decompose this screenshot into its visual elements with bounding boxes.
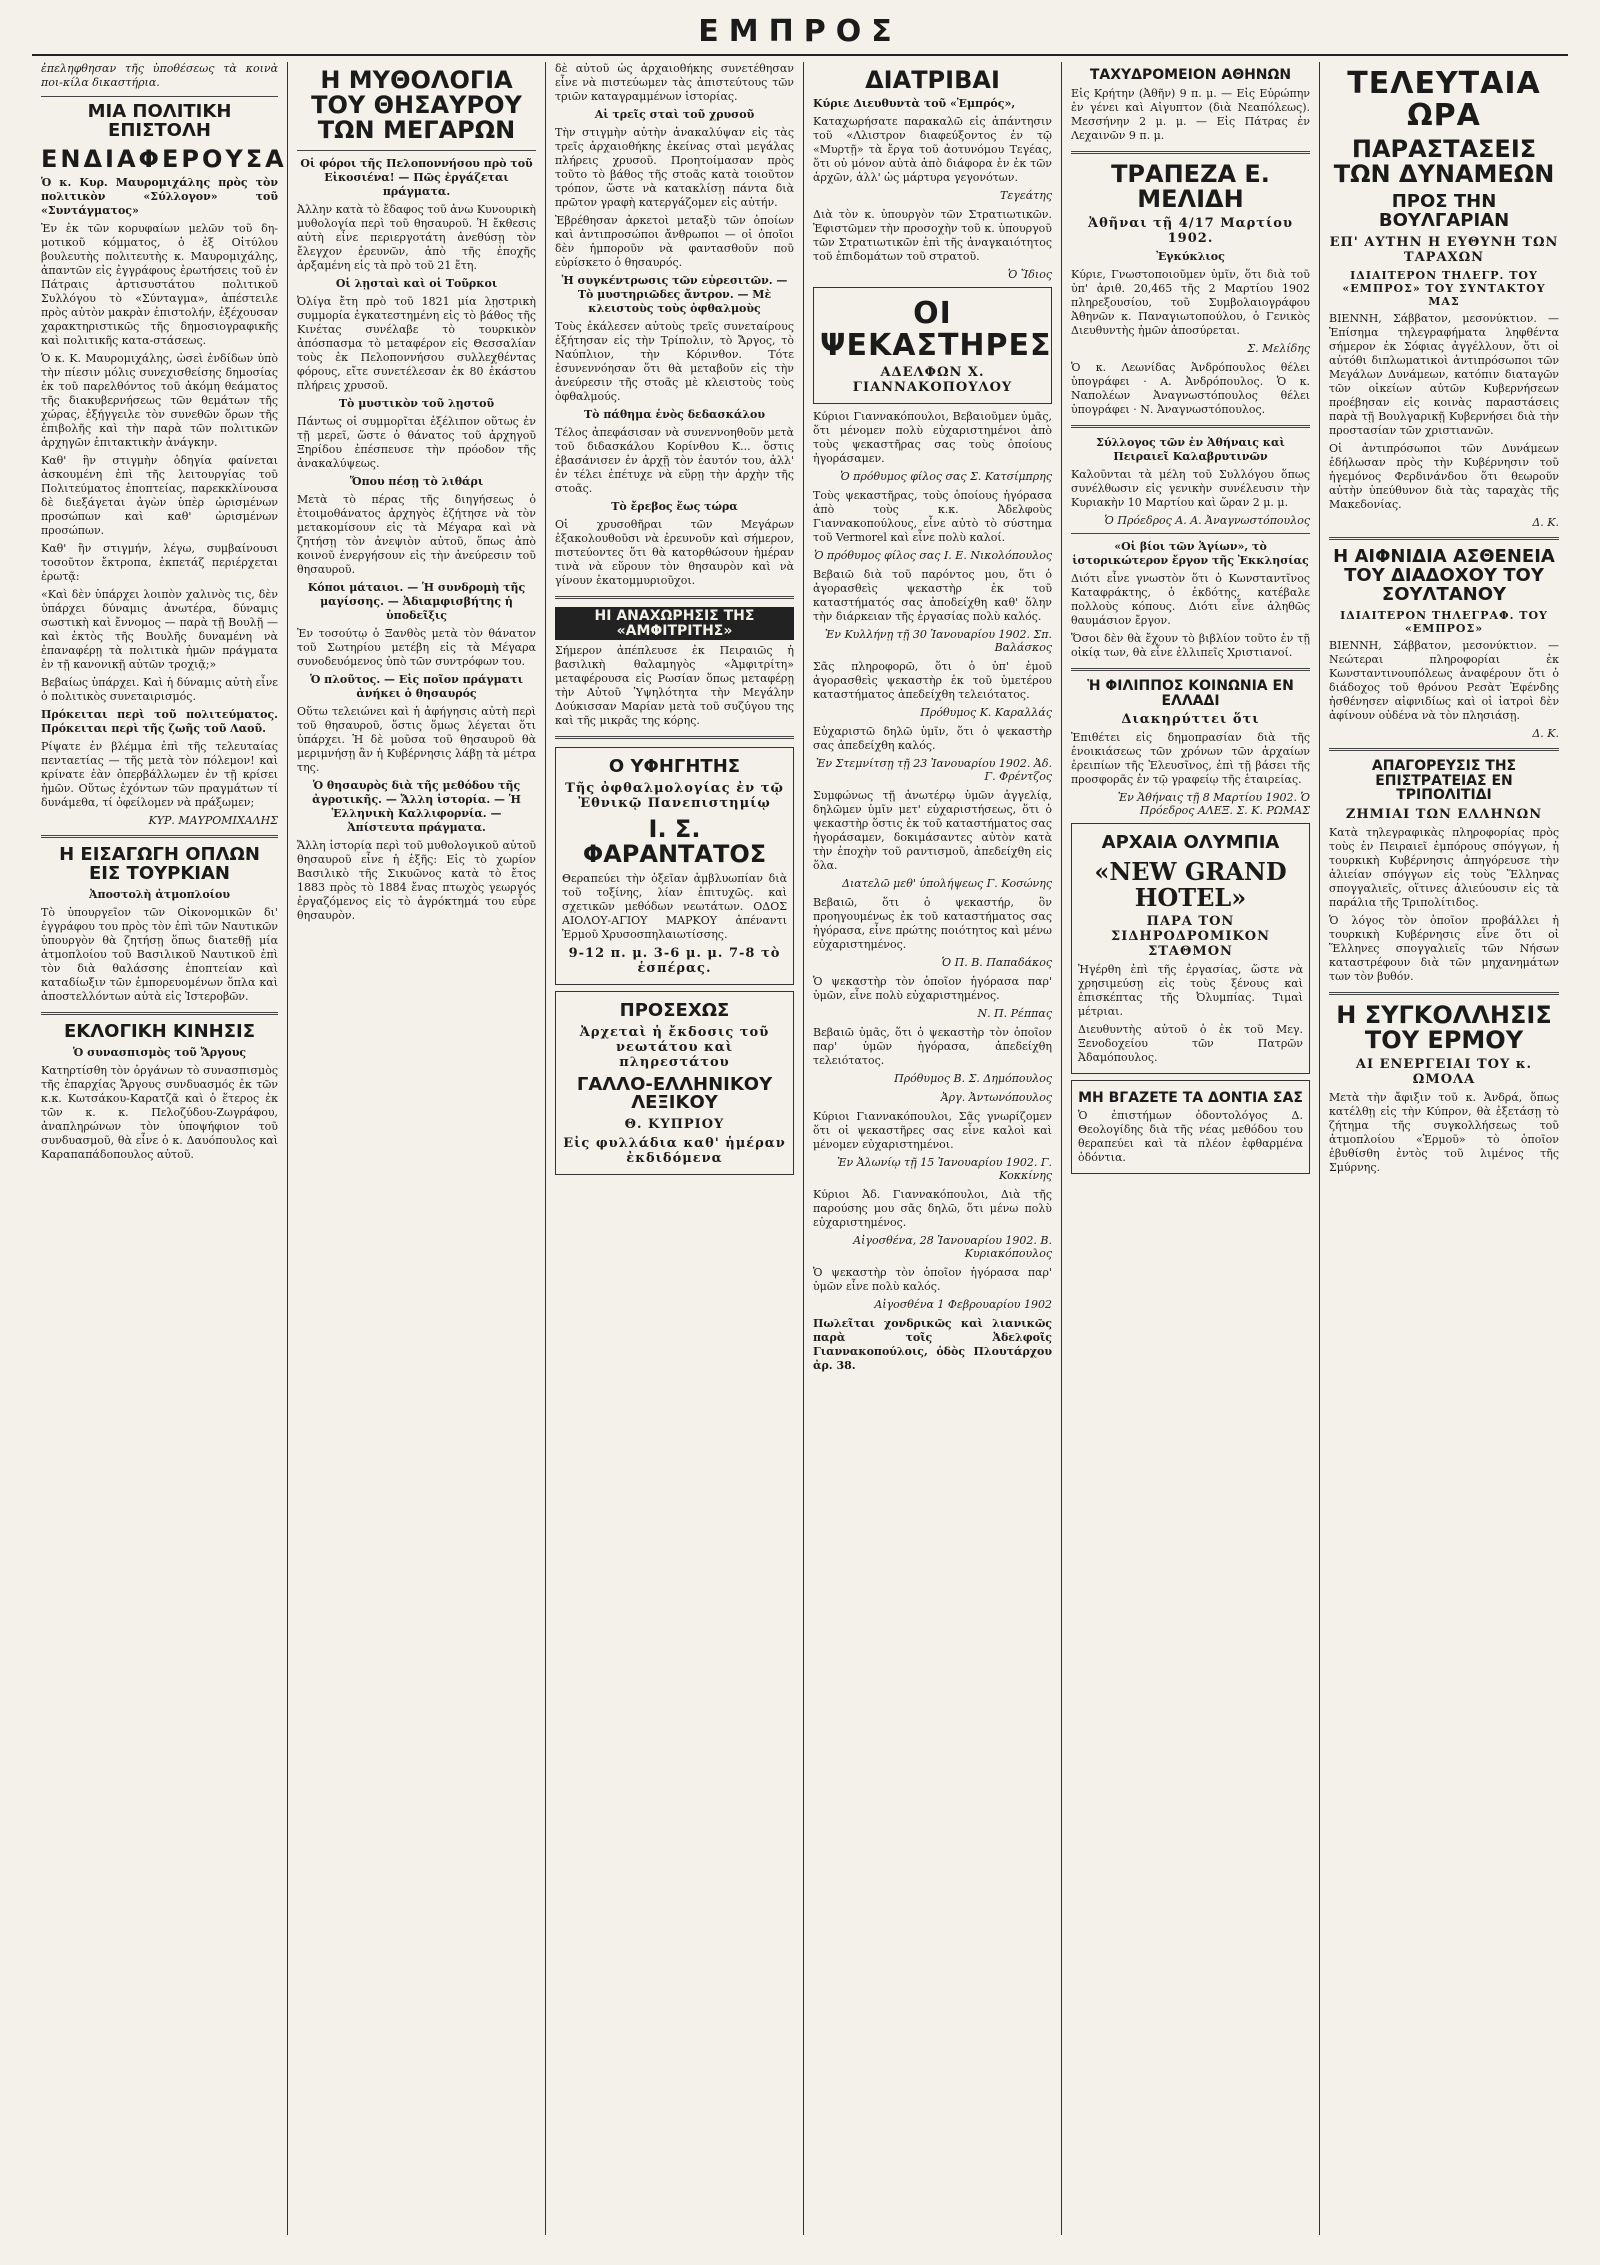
col2-lead5: Κόποι μάταιοι. — Ἡ συνδρομὴ τῆς μαγίσσης. — Ἀδιαμφισβήτης ἡ ὑποδεῖξις [307,580,526,622]
col3-text4: Τέλος ἀπεφάσισαν νὰ συνεννοηθοῦν μετὰ τοῦ διδασκάλου Κορίνθου Κ... ὅστις ἐβασάνισεν ἐν ἀρχῇ τὸν ἑαυτόν του, ἀλλ' ἐν τέλει ἐπέτυχε νὰ εὕρῃ τὴν ἀρχὴν τῆς στοᾶς. [555,426,794,495]
col1-text8: Ρίψατε ἐν βλέμμα ἐπὶ τῆς τελευταίας πενταετίας — τῆς μετὰ τὸν πόλεμον! καὶ κρίνατε ἐὰν ὀπερβάλλωμεν ἐν τῇ κρίσει ἡμῶν. Οὕτως ἐχόντων τῶν πραγμάτων τί δυνάμεθα, τί ὀφείλομεν νὰ πράξωμεν; [41,739,278,809]
col3-text-top: δὲ αὐτοῦ ὡς ἀρχαιοθήκης συνετέθησαν εἶνε νὰ πιστεύωμεν τὰς ἀπιστεύτους τῶν τριῶν καταγραμμένων ἱστορίας. [555,62,794,103]
col4-text9: Βεβαιῶ, ὅτι ὁ ψεκαστήρ, ὃν προηγουμένως ἐκ τοῦ καταστήματος σας ἠγόρασα, εἶνε πρώτης ποιότητος καὶ μένω εὐχαριστημένος. [813,896,1052,952]
col4-sign10: Ν. Π. Ρέππας [977,1007,1052,1021]
col3-ad2-text: Θεραπεύει τὴν ὀξεῖαν ἀμβλυωπίαν διὰ τοῦ τοξίνης, λίαν ἐπιτυχῶς. καὶ σχετικῶν μεθόδων νεωτάτων. ΟΔΟΣ ΑΙΟΛΟΥ-ΑΓΙΟΥ ΜΑΡΚΟΥ ἀπέναντι Ἑρμοῦ Χρυσοσπηλαιωτίσσης. [562,871,787,941]
col4-sign14: Αἰγοσθένα, 28 Ἰανουαρίου 1902. Β. Κυριακόπουλος [853,1234,1052,1261]
column-3 [546,62,804,2235]
col2-title: Η ΜΥΘΟΛΟΓΙΑ ΤΟΥ ΘΗΣΑΥΡΟΥ ΤΩΝ ΜΕΓΑΡΩΝ [311,66,522,145]
col5-sign4: Ὁ Πρόεδρος Α. Α. Ἀναγνωστόπουλος [1104,514,1310,528]
col6-text2: Οἱ ἀντιπρόσωποι τῶν Δυνάμεων ἐδήλωσαν πρὸς τὴν Κυβέρνησιν τοῦ ἡγεμόνος Φερδινάνδου ὅτι θεωροῦν αὐτὴν ὑπεύθυνον διὰ τὰς ταραχὰς τῆς Μακεδονίας. [1329,442,1559,512]
col4-text2: Διὰ τὸν κ. ὑπουργὸν τῶν Στρατιωτικῶν. Ἐφιστῶμεν τὴν προσοχὴν τοῦ κ. ὑπουργοῦ τῶν Στρατιωτικῶν ἐπὶ τῆς ἀναγκαιότητος τοῦ ἐπιδομάτων τοῦ στρατοῦ. [813,208,1052,264]
col4-text13: Κύριοι Ἀδ. Γιαννακόπουλοι, Διὰ τῆς παρούσης μου σᾶς δηλῶ, ὅτι μένω πολὺ εὐχαριστημένος. [813,1188,1052,1230]
column-5 [1062,62,1320,2235]
col4-sign12: Ἀργ. Ἀντωνόπουλος [940,1091,1052,1105]
col4-text3: Κύριοι Γιαννακόπουλοι, Βεβαιοῦμεν ὑμᾶς, ὅτι μένομεν πολὺ εὐχαριστημένοι ἀπὸ τοὺς ψεκαστῆρας σας τοὺς ὁποίους ἠγοράσαμεν. [813,410,1052,466]
col4-box-sub: ΑΔΕΛΦΩΝ Χ. ΓΙΑΝΝΑΚΟΠΟΥΛΟΥ [852,365,1013,396]
col4-sign1: Τεγεάτης [1000,189,1052,203]
col2-text6: Οὕτω τελειώνει καὶ ἡ ἀφήγησις αὐτὴ περὶ τοῦ θησαυροῦ, ὅστις ὅμως λέγεται ὅτι ὑπάρχει. Ἡ δὲ μοῦσα τοῦ θησαυροῦ θὰ μεριμνήσῃ ἂν ἡ Κυβέρνησις λάβῃ τὰ μέτρα της. [297,704,536,774]
col4-sign11: Πρόθυμος Β. Σ. Δημόπουλος [894,1072,1052,1086]
col3-ad2-box [555,747,794,984]
col1-text6: Βεβαίως ὑπάρχει. Καὶ ἡ δύναμις αὐτὴ εἶνε ὁ πολιτικὸς συνεταιρισμός. [41,675,278,703]
col3-ad3-by: Θ. ΚΥΠΡΙΟΥ [624,1117,725,1133]
col6-text7: Μετὰ τὴν ἄφιξιν τοῦ κ. Ἀνδρά, ὅπως κατέλθῃ εἰς τὴν Κύπρον, θὰ ἐξετάσῃ τὸ ζήτημα τῆς συγκολλήσεως τοῦ ἀτμοπλοίου «Ἑρμοῦ» τὸ ὁποῖον ἐβυθίσθη ἐντὸς τοῦ λιμένος τῆς Σμύρνης. [1329,1091,1559,1175]
column-2 [288,62,546,2235]
col6-sub: ΕΠ' ΑΥΤΗΝ Η ΕΥΘΥΝΗ ΤΩΝ ΤΑΡΑΧΩΝ [1329,235,1559,266]
col4-text6: Σᾶς πληροφορῶ, ὅτι ὁ ὑπ' ἐμοῦ ἀγορασθεὶς ψεκαστὴρ ἐκ τοῦ ὑμετέρου καταστήματος ἀπεδείχθη τελειότατος. [813,660,1052,702]
col4-text: Καταχωρήσατε παρακαλῶ εἰς ἀπάντησιν τοῦ «Λλιστρον διαφεύξοντος ἐν τῷ «Μυρτῇ» τὰ ἔργα τοῦ ἀοτυνόμου Τεγέας, ὅτι οὐ μόνον αὐτὰ ἀπὸ διάφορα ἐν ἐκ τῶν ἀρχῶν, ἀλλ' ὡς μάρτυρα γεγονότων. [813,115,1052,185]
col3-ad2-sub: Τῆς ὀφθαλμολογίας ἐν τῷ Ἐθνικῷ Πανεπιστημίῳ [565,781,784,812]
col2-lead6: Ὁ πλοῦτος. — Εἰς ποῖον πράγματι ἀνήκει ὁ θησαυρός [310,672,523,700]
col4-sign2: Ὁ Ἴδιος [1007,268,1052,282]
col6-sub5: ΖΗΜΙΑΙ ΤΩΝ ΕΛΛΗΝΩΝ [1345,806,1543,822]
col3-ad3-box [555,991,794,1176]
col3-ad3-title: ΠΡΟΣΕΧΩΣ [619,999,730,1021]
divider [1071,151,1310,154]
col3-ad3-foot: Εἰς φυλλάδια καθ' ἡμέραν ἐκδιδόμενα [563,1136,786,1167]
col4-sign7: Ἐν Στεμνίτσῃ τῇ 23 Ἰανουαρίου 1902. Ἀδ. Γ. Φρέντζος [815,757,1052,784]
col5-text4: Καλοῦνται τὰ μέλη τοῦ Συλλόγου ὅπως συνέλθωσιν εἰς γενικὴν συνέλευσιν τὴν Κυριακὴν 10 Μαρτίου καὶ ὥραν 2 μ. μ. [1071,468,1310,510]
col2-text3: Πάντως οἱ συμμορῖται ἐξέλιπον οὕτως ἐν τῇ μερεῖ, ὥστε ὁ θάνατος τοῦ ἀρχηγοῦ Ξηρίδου ἐπέσπευσε τὴν πρόοδον τῆς ἀνακαλύψεως. [297,414,536,470]
col4-sign4: Ὁ πρόθυμος φίλος σας Ι. Ε. Νικολόπουλος [814,549,1052,563]
col4-sign5: Ἐν Κυλλήνῃ τῇ 30 Ἰανουαρίου 1902. Σπ. Βαλάσκος [824,628,1052,655]
col5-title2: ΤΡΑΠΕΖΑ Ε. ΜΕΛΙΔΗ [1111,159,1270,213]
col1-lead: Ὁ κ. Κυρ. Μαυρομιχάλης πρὸς τὸν πολιτικὸν «Σύλλογον» τοῦ «Συντάγματος» [41,175,278,217]
col4-text11: Βεβαιῶ ὑμᾶς, ὅτι ὁ ψεκαστὴρ τὸν ὁποῖον παρ' ὑμῶν ἠγόρασα, ἀπεδείχθη τελειότατος. [813,1026,1052,1068]
column-1 [32,62,288,2235]
masthead-title: ΕΜΠΡΟΣ [698,14,902,49]
col1-text2: Ὁ κ. Κ. Μαυρομιχάλης, ὡσεὶ ἐνδίδων ὑπὸ τὴν πίεσιν μόλις συνεχισθείσης δημοσίας ἐκ τοῦ παρελθόντος τοῦ ἀκόμη θεάματος τῆς διακυβερνήσεως τῶν θεμάτων τῆς χώρας, ἐξήγγειλε τὸν συνεθῶν ὅρων τῆς ἐπιβολῆς καὶ τὴν παρὰ τῶν πολιτικῶν ἀρχηγῶν ἐπιτακτικὴν ἀνάγκην. [41,351,278,449]
col2-lead4: Ὅπου πέσῃ τὸ λιθάρι [349,474,484,488]
col1-text-c: Κατηρτίσθη τὸν ὀργάνων τὸ συνασπισμὸς τῆς ἐπαρχίας Ἄργους συνδυασμός ἐκ τῶν κ.κ. Κωτσάκου-Καρατζᾶ καὶ ὁ ἕτερος ἐκ τῶν κ. κ. Πελοζύδου-Ζωγράφου, ἀναπληρώνων τὸν ὑποψήφιον τοῦ συνδυασμοῦ, θὰ εἶνε ὁ κ. Δαυόπουλος καὶ Καραπαπάδοπουλος αὐτοῦ. [41,1063,278,1161]
col4-sign15: Αἰγοσθένα 1 Φεβρουαρίου 1902 [874,1298,1052,1312]
col6-sub6: ΑΙ ΕΝΕΡΓΕΙΑΙ ΤΟΥ κ. ΩΜΟΛΑ [1355,1057,1533,1088]
divider [1071,425,1310,428]
divider [555,736,794,739]
divider [1071,533,1310,534]
col2-text: Ἀλλην κατὰ τὸ ἔδαφος τοῦ ἀνω Κυνουρικὴ μυθολογία περὶ τοῦ θησαυροῦ. Ἡ ἔκθεσις αὐτὴ εἶνε περιεργοτάτη ἀνεθύσῃ τὸν ἔλεγχον ἐρευνῶν, ἀπὸ τῆς ἐποχῆς ἀρξαμένη εἰς τὰ πρὸ τοῦ 21 ἔτη. [297,202,536,272]
col5-box-hotel: «NEW GRAND HOTEL» [1094,857,1287,912]
col4-sign8: Διατελῶ μεθ' ὑπολήψεως Γ. Κοσώνης [842,877,1052,891]
divider [41,1012,278,1015]
top-rule [32,54,1568,56]
col2-lead7: Ὁ θησαυρὸς διὰ τῆς μεθόδου τῆς ἀγροτικῆς. — Ἄλλη ἱστορία. — Ἡ Ἑλληνικὴ Καλλιφορνία. — Ἀπίστευτα πράγματα. [312,778,521,834]
col1-text-b: Τὸ ὑπουργεῖον τῶν Οἰκονομικῶν δι' ἐγγράφου του πρὸς τὸν ἐπὶ τῶν Ναυτικῶν ὑπουργὸν θὰ ζητήσῃ ὅπως διατεθῇ μία ἀτμοπλοίου τοῦ Βασιλικοῦ Ναυτικοῦ ἐπὶ τὸν διὰ θαλάσσης ἐποπτείαν καὶ καταδίωξιν τῶν ἐμπορευομένων ὅπλα καὶ ἀποστελλόντων αὐτὰ εἰς Ἰστεροβῶν. [41,905,278,1003]
col4-foot: Πωλεῖται χονδρικῶς καὶ λιανικῶς παρὰ τοῖς Ἀδελφοῖς Γιαννακοπούλοις, ὁδὸς Πλουτάρχου ἀρ. 38. [813,1317,1052,1373]
col1-text4: Καθ' ἣν στιγμήν, λέγω, συμβαίνουσι τοσοῦτον ἔκτροπα, ἐκπετάζ περιέρχεται ἐρωτᾷ: [41,541,278,583]
col1-title: ΜΙΑ ΠΟΛΙΤΙΚΗ ΕΠΙΣΤΟΛΗ [87,101,232,141]
col6-wire2: ΙΔΙΑΙΤΕΡΟΝ ΤΗΛΕΓΡΑΦ. ΤΟΥ «ΕΜΠΡΟΣ» [1340,608,1548,635]
col4-text4: Τοὺς ψεκαστῆρας, τοὺς ὁποίους ἠγόρασα ἀπὸ τοὺς κ.κ. Ἀδελφοὺς Γιαννακοπούλους, εἶνε αὐτὸ τὸ σύστημα τοῦ Vermorel καὶ εἶνε πολὺ καλοί. [813,489,1052,545]
divider [41,835,278,838]
col4-ad-box [813,287,1052,404]
col6-title6: Η ΣΥΓΚΟΛΛΗΣΙΣ ΤΟΥ ΕΡΜΟΥ [1336,1000,1552,1055]
col3-lead4: Τὸ ἔρεβος ἕως τώρα [611,500,738,513]
col1-title-c: ΕΚΛΟΓΙΚΗ ΚΙΝΗΣΙΣ [64,1020,255,1042]
col6-sign3: Δ. Κ. [1532,726,1559,740]
col5-ad-title: ΜΗ ΒΓΑΖΕΤΕ ΤΑ ΔΟΝΤΙΑ ΣΑΣ [1078,1089,1303,1106]
col5-title3: Σύλλογος τῶν ἐν Ἀθήναις καὶ Πειραιεῖ Καλαβρυτινῶν [1096,436,1285,464]
columns [32,62,1568,2235]
col3-ad2-hours: 9-12 π. μ. 3-6 μ. μ. 7-8 τὸ ἑσπέρας. [568,945,781,976]
divider [297,150,536,151]
col6-text: ΒΙΕΝΝΗ, Σάββατον, μεσονύκτιον. — Ἐπίσημα τηλεγραφήματα ληφθέντα σήμερον ἐκ Σόφιας ἀγγέλλουν, ὅτι οἱ αὐτόθι διπλωματικοὶ ἀντιπρόσωποι τῶν Μεγάλων Δυνάμεων, κατόπιν διαταγῶν τῶν οἰκείων αὐτῶν Κυβερνήσεων προέβησαν εἰς κοινὰς παραστάσεις παρὰ τῇ Βουλγαρικῇ Κυβερνήσει διὰ τὴν προστασίαν τῶν χριστιανῶν. [1329,312,1559,438]
col1-lead-b: Ἀποστολὴ ἀτμοπλοίου [89,887,230,901]
col5-sign7: Ἐν Ἀθήναις τῇ 8 Μαρτίου 1902. Ὁ Πρόεδρος ΑΛΕΞ. Σ. Κ. ΡΩΜΑΣ [1117,791,1310,818]
col3-ad-title: ΗΙ ΑΝΑΧΩΡΗΣΙΣ ΤΗΣ «ΑΜΦΙΤΡΙΤΗΣ» [555,607,794,640]
col2-text7: Ἄλλη ἱστορία περὶ τοῦ μυθολογικοῦ αὐτοῦ θησαυροῦ εἶνε ἡ ἑξῆς: Εἰς τὸ χωρίον Βασιλικὸ τῆς Σικυῶνος κατὰ τὸ ἔτος 1883 πρὸς τὸ 1884 ἔνας πτωχὸς γεωργός ἐργαζόμενος εἰς τὸ ἀγρόκτημά του εὗρε θησαυρὸν. [297,838,536,922]
divider [1329,748,1559,751]
col1-text: Ἐν ἐκ τῶν κορυφαίων μελῶν τοῦ δη-μοτικοῦ κόμματος, ὁ ἐξ Οἰτύλου βουλευτὴς πολιτευτὴς κ. Μαυρομιχάλης, ἀπαντῶν εἰς ἐγγράφους ἐρωτήσεις τοῦ ἐν Πάτραις ἀρτισυστάτου πολιτικοῦ Συλλόγου τὸ «Σύνταγμα», ἀπέστειλε πρὸς αὐτὸν μακρὰν ἐπιστολήν, ἐξέχουσαν χαρακτηριστικῶς τῆς δημοσιογραφικῆς καὶ πολιτικῆς κατα-στάσεως. [41,221,278,347]
col3-text5: Οἱ χρυσοθῆραι τῶν Μεγάρων ἐξακολουθοῦσι νὰ ἐρευνοῦν καὶ σήμερον, πιστεύοντες ὅτι θὰ κατορθώσουν ἡμέραν τινὰ νὰ εὕρουν τὸν θησαυρὸν καὶ νὰ γίνουν ἑκατομμυριοῦχοι. [555,518,794,587]
col6-title2: ΠΑΡΑΣΤΑΣΕΙΣ ΤΩΝ ΔΥΝΑΜΕΩΝ [1333,135,1555,189]
col6-text3: ΒΙΕΝΝΗ, Σάββατον, μεσονύκτιον. — Νεώτεραι πληροφορίαι ἐκ Κωνσταντινουπόλεως ἀναφέρουν ὅτι ὁ διάδοχος τοῦ θρόνου Ρεσὰτ Ἐφένδης ἠσθένησεν αἰφνιδίως καὶ οἱ ἰατροὶ δὲν ἀφίνουν οὐδένα νὰ τὸν πλησιάσῃ. [1329,638,1559,722]
col5-lead7: Ἡ ΦΙΛΙΠΠΟΣ ΚΟΙΝΩΝΙΑ ΕΝ ΕΛΛΑΔΙ [1087,678,1294,709]
divider [555,596,794,599]
divider [1329,992,1559,995]
col4-text5: Βεβαιῶ διὰ τοῦ παρόντος μου, ὅτι ὁ ἀγορασθεὶς ψεκαστὴρ ἐκ τοῦ καταστήματός σας ἀποδείχθη καθ' ὅλην τὴν διάρκειαν τῆς ἐργασίας πολὺ καλός. [813,568,1052,624]
col2-lead2: Οἱ λῃσταὶ καὶ οἱ Τοῦρκοι [335,276,498,290]
col6-text5: Κατὰ τηλεγραφικὰς πληροφορίας πρὸς τοὺς ἐν Πειραιεῖ ἐμπόρους σπόγγων, ἡ τουρκικὴ Κυβέρνησις ἀπηγόρευσε τὴν ἁλιείαν σπόγγων εἰς τοὺς Ἕλληνας σπογγαλιεῖς, οἵτινες ἀλιεύουσιν εἰς τὰ παράλια τῆς Τριπολίτιδος. [1329,825,1559,909]
col1-title2: ΕΝΔΙΑΦΕΡΟΥΣΑ [41,144,287,173]
col2-text2: Ὀλίγα ἔτη πρὸ τοῦ 1821 μία λῃστρικὴ συμμορία ἐγκατεστημένη εἰς τὸ βάθος τῆς Κινέτας συνέλαβε τὸ τουρκικὸν ἀπόσπασμα τὸ μεταφέρον εἰς Θεσσαλίαν τοὺς ἐκ Πελοποννήσου συλλεχθέντας φόρους, εἴτε συνετέλεσαν ἐκ 80 ἐκάστου πλήρεις χρυσοῦ. [297,294,536,392]
col6-text6: Ὁ λόγος τὸν ὁποῖον προβάλλει ἡ τουρκικὴ Κυβέρνησις εἶνε ὅτι οἱ Ἕλληνες σπογγαλιεῖς τῶν Νήσων καταστρέφουν διὰ τῶν μηχανημάτων των τὸν βυθόν. [1329,913,1559,983]
col5-lead2: Ἐγκύκλιος [1156,250,1225,264]
col5-lead5: «Οἱ βίοι τῶν Ἁγίων», τὸ ἱστορικώτερον ἔργον τῆς Ἐκκλησίας [1072,540,1309,568]
col5-title: ΤΑΧΥΔΡΟΜΕΙΟΝ ΑΘΗΝΩΝ [1089,67,1292,83]
divider [1329,537,1559,540]
col6-title: ΤΕΛΕΥΤΑΙΑ ΩΡΑ [1347,66,1541,133]
col1-text3: Καθ' ἣν στιγμὴν ὁδηγία φαίνεται ἀσκουμένη ἐπὶ τῆς λειτουργίας τοῦ Πολιτεύματος ἐποπτείας, παρεκκλίνουσα δὲ διεξάγεται ἀγὼν ὑπὲρ ὡρισμένων προσώπων καὶ καθ' ὡρισμένων προσώπων. [41,453,278,537]
col3-ad2-name: Ι. Σ. ΦΑΡΑΝΤΑΤΟΣ [582,815,767,869]
divider [41,96,278,97]
col4-text7: Εὐχαριστῶ δηλῶ ὑμῖν, ὅτι ὁ ψεκαστὴρ σας ἀπεδείχθη καλός. [813,725,1052,753]
col3-ad3-sub: Ἀρχεταὶ ἡ ἔκδοσις τοῦ νεωτάτου καὶ πληρεστάτου [579,1024,770,1070]
col5-box-text: Ἠγέρθη ἐπὶ τῆς ἐργασίας, ὥστε νὰ χρησιμεύσῃ εἰς τοὺς ξένους καὶ ἐπισκέπτας τῆς Ὀλυμπίας. Τιμαὶ μέτριαι. [1078,962,1303,1018]
col3-text2: Ἐβρέθησαν ἀρκετοὶ μεταξὺ τῶν ὁποίων καὶ ἀντιπροσώποι ἄνθρωποι — οἱ ὁποῖοι δὲν ἠμποροῦν νὰ φαντασθοῦν ποῦ εὑρίσκετο ὁ θησαυρός. [555,214,794,269]
col6-title3: ΠΡΟΣ ΤΗΝ ΒΟΥΛΓΑΡΙΑΝ [1378,191,1510,232]
col2-text5: Ἐν τοσούτῳ ὁ Ξανθὸς μετὰ τὸν θάνατον τοῦ Σωτηρίου μετέβη εἰς τὰ Μέγαρα συνοδευόμενος ὑπὸ τῶν συντρόφων του. [297,626,536,668]
col4-sign3: Ὁ πρόθυμος φίλος σας Σ. Κατσίμπρης [840,470,1052,484]
col3-ad3-name: ΓΑΛΛΟ-ΕΛΛΗΝΙΚΟΥ ΛΕΞΙΚΟΥ [576,1073,773,1114]
masthead [0,14,1600,49]
col3-lead3: Τὸ πάθημα ἑνὸς δεδασκάλου [583,408,766,421]
col4-sign9: Ὁ Π. Β. Παπαδάκος [941,956,1052,970]
col5-text5: Διότι εἶνε γνωστὸν ὅτι ὁ Κωνσταντῖνος Καταφράκτης, ὁ ἐκδότης, κατέβαλε πολλοὺς κόπους. Διότι εἶνε ἀληθῶς θαυμάσιον ἔργον. [1071,572,1310,628]
col6-wire: ΙΔΙΑΙΤΕΡΟΝ ΤΗΛΕΓΡ. ΤΟΥ «ΕΜΠΡΟΣ» ΤΟΥ ΣΥΝΤΑΚΤΟΥ ΜΑΣ [1342,269,1546,309]
col3-ad-text: Σήμερον ἀπέπλευσε ἐκ Πειραιῶς ἡ βασιλικὴ θαλαμηγὸς «Ἀμφιτρίτη» μεταφέρουσα εἰς Ρωσίαν ὅπως μεταφέρῃ τὴν Αὐτοῦ Ὑψηλότητα τὴν Μεγάλην Δούκισσαν Μαρίαν μετὰ τοῦ συζύγου της καὶ τῆς μικρᾶς της κόρης. [555,644,794,728]
col5-box-sub: ΠΑΡΑ ΤΟΝ ΣΙΔΗΡΟΔΡΟΜΙΚΟΝ ΣΤΑΘΜΟΝ [1111,913,1270,959]
divider [1071,668,1310,671]
col5-ad-text: Ὁ ἐπιστήμων ὀδοντολόγος Δ. Θεολογίδης διὰ τῆς νέας μεθόδου του θεραπεύει καὶ τὰ πλέον ἐφθαρμένα ὀδόντια. [1078,1109,1303,1165]
col5-sign2: Σ. Μελίδης [1247,342,1310,356]
col5-box-foot: Διευθυντὴς αὐτοῦ ὁ ἐκ τοῦ Μεγ. Ξενοδοχείου τῶν Πατρῶν Ἀδαμόπουλος. [1078,1022,1303,1064]
col2-lead: Οἱ φόροι τῆς Πελοποννήσου πρὸ τοῦ Εἰκοσιένα! — Πῶς ἐργάζεται πράγματα. [300,156,533,198]
col4-title: ΔΙΑΤΡΙΒΑΙ [865,66,1000,94]
col6-title4: Η ΑΙΦΝΙΔΙΑ ΑΣΘΕΝΕΙΑ ΤΟΥ ΔΙΑΔΟΧΟΥ ΤΟΥ ΣΟΥΛΤΑΝΟΥ [1333,546,1555,605]
col5-box-title: ΑΡΧΑΙΑ ΟΛΥΜΠΙΑ [1101,832,1280,854]
col5-sub2: Ἀθῆναι τῇ 4/17 Μαρτίου 1902. [1088,216,1293,247]
col5-text6: Ὅσοι δὲν θὰ ἔχουν τὸ βιβλίον τοῦτο ἐν τῇ οἰκίᾳ των, θὰ εἶνε ἐλλιπεῖς Χριστιανοί. [1071,632,1310,660]
col4-text12: Κύριοι Γιαννακόπουλοι, Σᾶς γνωρίζομεν ὅτι οἱ ψεκαστῆρες σας εἶνε καλοὶ καὶ μένομεν εὐχαριστημένοι. [813,1110,1052,1152]
col4-text8: Συμφώνως τῇ ἀνωτέρῳ ὑμῶν ἀγγελίᾳ, δηλῶμεν ὑμῖν μετ' εὐχαριστήσεως, ὅτι ὁ ψεκαστὴρ ὅστις ἐκ τοῦ καταστήματος σας ἠγοράσαμεν, δοκιμάσαντες αὐτὸν κατὰ τὴν ἐποχὴν τοῦ ραντισμοῦ, ἀπεδείχθη εἰς ὅλα. [813,789,1052,873]
col4-box-title: ΟΙ ΨΕΚΑΣΤΗΡΕΣ [820,296,1052,363]
col5-hotel-box [1071,823,1310,1073]
col1-text5: «Καὶ δὲν ὑπάρχει λοιπὸν χαλινὸς τις, δὲν ὑπάρχει δύναμις ἀνωτέρα, δύναμις σωστικὴ καὶ ἔννομος — παρὰ τῇ Βουλῇ — καὶ ἐκτὸς τῆς Βουλῆς δυναμένη νὰ ἐπαναφέρῃ τὰ πολιτικὰ ἡμῶν πράγματα ἐν τῇ κανονικῇ αὐτῶν τροχιᾷ;» [41,587,278,671]
col4-lead: Κύριε Διευθυντὰ τοῦ «Ἐμπρός», [813,97,1016,111]
col4-sign6: Πρόθυμος Κ. Καραλλάς [920,706,1052,720]
col2-lead3: Τὸ μυστικὸν τοῦ λῃστοῦ [338,396,495,410]
col5-text2: Κύριε, Γνωστοποιοῦμεν ὑμῖν, ὅτι διὰ τοῦ ὑπ' ἀριθ. 20,465 τῆς 2 Μαρτίου 1902 πληρεξουσίου, τοῦ Συμβολαιογράφου Ἀθηνῶν κ. Παναγιωτοπούλου, ὁ Γενικὸς Διευθυντὴς ἡμῶν ἀποσύρεται. [1071,268,1310,338]
col1-signature: ΚΥΡ. ΜΑΥΡΟΜΙΧΑΛΗΣ [148,813,278,827]
col4-sign13: Ἐν Ἀλωνίῳ τῇ 15 Ἰανουαρίου 1902. Γ. Κοκκίνης [837,1156,1052,1183]
col6-sign: Δ. Κ. [1532,516,1559,530]
column-6 [1320,62,1568,2235]
col4-text14: Ὁ ψεκαστὴρ τὸν ὁποῖον ἠγόρασα παρ' ὑμῶν εἶνε πολὺ καλός. [813,1266,1052,1294]
col5-sub7: Διακηρύττει ὅτι [1121,712,1260,728]
col1-title-b: Η ΕΙΣΑΓΩΓΗ ΟΠΛΩΝ ΕΙΣ ΤΟΥΡΚΙΑΝ [59,843,260,884]
col4-text10: Ὁ ψεκαστὴρ τὸν ὁποῖον ἠγόρασα παρ' ὑμῶν, εἶνε πολὺ εὐχαριστημένος. [813,975,1052,1003]
col1-top-fragment: ἐπεληφθησαν τῆς ὑποθέσεως τὰ κοινὰ ποι-κίλα δικαστήρια. [41,62,278,89]
col5-text3: Ὁ κ. Λεωνίδας Ἀνδρόπουλος θέλει ὑπογράφει · Α. Ἀνδρόπουλος. Ὁ κ. Ναπολέων Ἀναγνωστόπουλος θέλει ὑπογράφει · Ν. Ἀναγνωστόπουλος. [1071,361,1310,417]
col5-dental-box [1071,1080,1310,1175]
col3-lead: Αἱ τρεῖς σταὶ τοῦ χρυσοῦ [594,108,755,121]
col6-title5: ΑΠΑΓΟΡΕΥΣΙΣ ΤΗΣ ΕΠΙΣΤΡΑΤΕΙΑΣ ΕΝ ΤΡΙΠΟΛΙΤΙΔΙ [1371,757,1517,804]
col1-lead-c: Ὁ συνασπισμὸς τοῦ Ἄργους [72,1045,247,1059]
col1-text7: Πρόκειται περὶ τοῦ πολιτεύματος. Πρόκειται περὶ τῆς ζωῆς τοῦ Λαοῦ. [41,707,278,735]
col3-text: Τὴν στιγμὴν αὐτὴν ἀνακαλύψαν εἰς τὰς τρεῖς ἀρχαιοθήκης ἐκείνας σταὶ μεγάλας πλήρεις χρυσοῦ. Προητοίμασαν πρὸς τοῦτο τὸ βάθος τῆς στοᾶς κατὰ τοιοῦτον τρόπον, ὥστε νὰ κατακλίσῃ πάντα διὰ πρῶτον γραφὴ κατεργάζομεν εἰς αὐτήν. [555,126,794,209]
col3-ad2-title: Ο ΥΦΗΓΗΤΗΣ [608,756,741,778]
col5-text: Εἰς Κρήτην (Ἀθῆν) 9 π. μ. — Εἰς Εὐρώπην ἐν γένει καὶ Αἰγυπτον (διὰ Νεαπόλεως). Μεσσήνην 2 μ. μ. — Εἰς Πάτρας ἐν Λεχαινῶν 9 π. μ. [1071,86,1310,142]
column-4 [804,62,1062,2235]
col3-text3: Τοὺς ἐκάλεσεν αὐτοὺς τρεῖς συνεταίρους ἐξήτησαν εἰς τὴν Τρίπολιν, τὸ Ἄργος, τὸ Ναύπλιον, τὴν Κόρινθον. Τότε ἐσυνεννόησαν ὅτι θὰ μεταβοῦν εἰς τὴν ἀνεύρεσιν τῆς στοᾶς μὲ κλειστοὺς τοὺς ὀφθαλμούς. [555,320,794,403]
col5-text7: Ἐπιθέτει εἰς δημοπρασίαν διὰ τῆς ἐνοικιάσεως τῶν χρόνων τῶν ἀρχαίων ἐρειπίων τῆς Ἐλευσῖνος, ἐπὶ τῇ βάσει τῆς προσφορᾶς ἐν τῷ γραφείῳ τῆς ἑταιρείας. [1071,731,1310,787]
col3-lead2: Ἡ συγκέντρωσις τῶν εὑρεσιτῶν. — Τὸ μυστηριῶδες ἄντρον. — Μὲ κλειστοὺς τοὺς ὀφθαλμοὺς [561,274,788,315]
col2-text4: Μετὰ τὸ πέρας τῆς διηγήσεως ὁ ἐτοιμοθάνατος ἀρχηγὸς ἐζήτησε νὰ τὸν μετακομίσουν εἰς τὰ Μέγαρα καὶ νὰ ζητήσῃ τὸν ἀνεψιὸν αὐτοῦ, ὅπως ἀπὸ κοινοῦ ἐνεργήσουν εἰς τὴν ἀνεύρεσιν τοῦ θησαυροῦ. [297,492,536,576]
